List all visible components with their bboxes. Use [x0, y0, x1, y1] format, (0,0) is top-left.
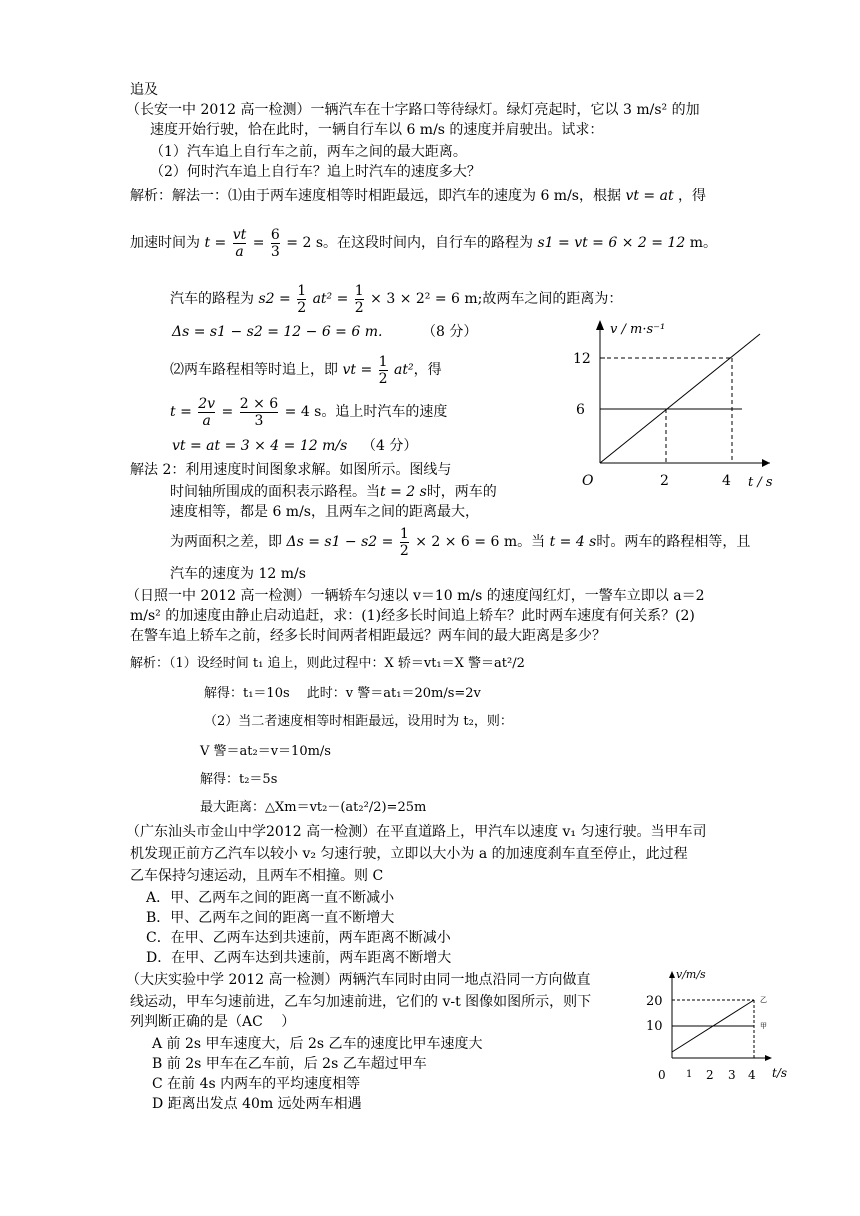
p2-sol5: 解得：t₂＝5s	[200, 772, 278, 787]
graph2-ytick-20: 20	[646, 994, 663, 1009]
graph2-ytick-10: 10	[646, 1019, 663, 1034]
p4-line1: （大庆实验中学 2012 高一检测）两辆汽车同时由同一地点沿同一方向做直	[126, 972, 591, 988]
p1-line1: （长安一中 2012 高一检测）一辆汽车在十字路口等待绿灯。绿灯亮起时，它以 3 m/s² 的加	[126, 102, 700, 118]
p1-line2: 速度开始行驶，恰在此时，一辆自行车以 6 m/s 的速度并肩驶出。试求：	[150, 122, 604, 138]
p4-line2: 线运动，甲车匀速前进，乙车匀加速前进，它们的 v-t 图像如图所示，则下	[130, 994, 592, 1010]
graph1-xlabel: t / s	[748, 475, 773, 490]
p1-method2-line2: 时间轴所围成的面积表示路程。当t = 2 s时，两车的	[170, 484, 497, 500]
p2-line3: 在警车追上轿车之前，经多长时间两者相距最远？两车间的最大距离是多少？	[130, 628, 606, 644]
p2-sol4: V 警＝at₂＝v＝10m/s	[200, 744, 331, 759]
p3-line3: 乙车保持匀速运动，且两车不相撞。则 C	[130, 868, 384, 884]
graph2-ylabel: v/m/s	[676, 968, 706, 981]
p1-method2-line3: 速度相等，都是 6 m/s，且两车之间的距离最大，	[170, 504, 479, 520]
p2-sol2: 解得：t₁＝10s 此时：v 警＝at₁＝20m/s=2v	[204, 686, 481, 701]
graph1-origin: O	[582, 473, 594, 489]
p1-method2-line5: 汽车的速度为 12 m/s	[170, 566, 306, 582]
graph1-ytick-6: 6	[576, 402, 585, 418]
graph2-xlabel: t/s	[772, 1066, 788, 1080]
p1-method2-line4: 为两面积之差，即 Δs = s1 − s2 = $\frac{1}{2}$ × 2 × 6 = 6 m。当 t = 4 s时。两车的路程相等，且	[170, 525, 751, 559]
p4-line3: 列判断正确的是（AC ）	[130, 1014, 296, 1030]
section-title: 追及	[130, 82, 158, 98]
p1-q1: （1）汽车追上自行车之前，两车之间的最大距离。	[150, 144, 467, 160]
p1-sol3: 汽车的路程为 s2 = $\frac{1}{2}$ at² = $\frac{1}{2}$ × 3 × 2² = 6 m;故两车之间的距离为：	[170, 282, 623, 316]
p1-sol6: t = $\frac{2v}{a}$ = $\frac{2 \times 6}{3}$ = 4 s。追上时汽车的速度	[170, 395, 448, 429]
p4-option-c: C 在前 4s 内两车的平均速度相等	[152, 1076, 361, 1092]
p2-sol3: （2）当二者速度相等时相距最远，设用时为 t₂，则：	[204, 714, 513, 729]
graph1-xtick-2: 2	[660, 473, 669, 489]
p3-line2: 机发现正前方乙汽车以较小 v₂ 匀速行驶，立即以大小为 a 的加速度刹车直至停止，此过程	[130, 846, 688, 862]
p2-sol1: 解析：（1）设经时间 t₁ 追上，则此过程中：X 轿＝vt₁＝X 警＝at²/2	[130, 656, 525, 671]
graph2-xtick-3: 3	[728, 1068, 736, 1082]
vt-graph-1	[570, 308, 790, 493]
p1-sol4-points: （8 分）	[422, 324, 478, 340]
p4-option-a: A 前 2s 甲车速度大，后 2s 乙车的速度比甲车速度大	[152, 1036, 483, 1052]
vt-graph-2	[640, 962, 800, 1086]
p4-option-d: D 距离出发点 40m 远处两车相遇	[152, 1096, 362, 1112]
graph2-xtick-0: 0	[658, 1068, 666, 1082]
p2-line1: （日照一中 2012 高一检测）一辆轿车匀速以 v＝10 m/s 的速度闯红灯，一警车立即以 a＝2	[126, 588, 705, 604]
p1-q2: （2）何时汽车追上自行车？追上时汽车的速度多大？	[150, 164, 481, 180]
graph2-label-yi: 乙	[760, 996, 767, 1004]
p3-line1: （广东汕头市金山中学2012 高一检测）在平直道路上，甲汽车以速度 v₁ 匀速行驶。当甲车司	[126, 824, 707, 840]
p1-sol4: Δs = s1 − s2 = 12 − 6 = 6 m.	[172, 324, 383, 340]
p3-option-d: D．在甲、乙两车达到共速前，两车距离不断增大	[146, 950, 452, 966]
graph2-label-jia: 甲	[760, 1022, 767, 1030]
graph2-xtick-1: 1	[686, 1069, 693, 1080]
p1-sol5: ⑵两车路程相等时追上，即 vt = $\frac{1}{2}$ at²，得	[170, 353, 442, 387]
p4-option-b: B 前 2s 甲车在乙车前，后 2s 乙车超过甲车	[152, 1056, 427, 1072]
p1-sol7-points: （4 分）	[362, 438, 418, 454]
p1-method2-line1: 解法 2：利用速度时间图象求解。如图所示。图线与	[130, 462, 452, 478]
graph1-xtick-4: 4	[722, 473, 731, 489]
p2-sol6: 最大距离：△Xm＝vt₂－(at₂²/2)=25m	[200, 800, 427, 815]
graph1-car-line	[600, 334, 760, 463]
graph1-ytick-12: 12	[573, 351, 591, 367]
p3-option-c: C．在甲、乙两车达到共速前，两车距离不断减小	[146, 930, 451, 946]
p3-option-b: B．甲、乙两车之间的距离一直不断增大	[146, 910, 395, 926]
p1-sol7: vt = at = 3 × 4 = 12 m/s	[172, 438, 348, 454]
p2-line2: m/s² 的加速度由静止启动追赶，求：(1)经多长时间追上轿车？此时两车速度有何关系？(2)	[130, 608, 695, 624]
p1-sol1: 解析：解法一：⑴由于两车速度相等时相距最远，即汽车的速度为 6 m/s，根据 vt = at ，得	[130, 188, 707, 204]
p1-sol2: 加速时间为 t = $\frac{vt}{a}$ = $\frac{6}{3}$ = 2 s。在这段时间内，自行车的路程为 s1 = vt = 6 × 2 = 12 m。	[130, 226, 717, 260]
graph1-ylabel: v / m·s⁻¹	[610, 322, 666, 337]
graph2-xtick-2: 2	[706, 1068, 714, 1082]
graph2-xtick-4: 4	[748, 1068, 756, 1082]
p3-option-a: A．甲、乙两车之间的距离一直不断减小	[146, 890, 395, 906]
